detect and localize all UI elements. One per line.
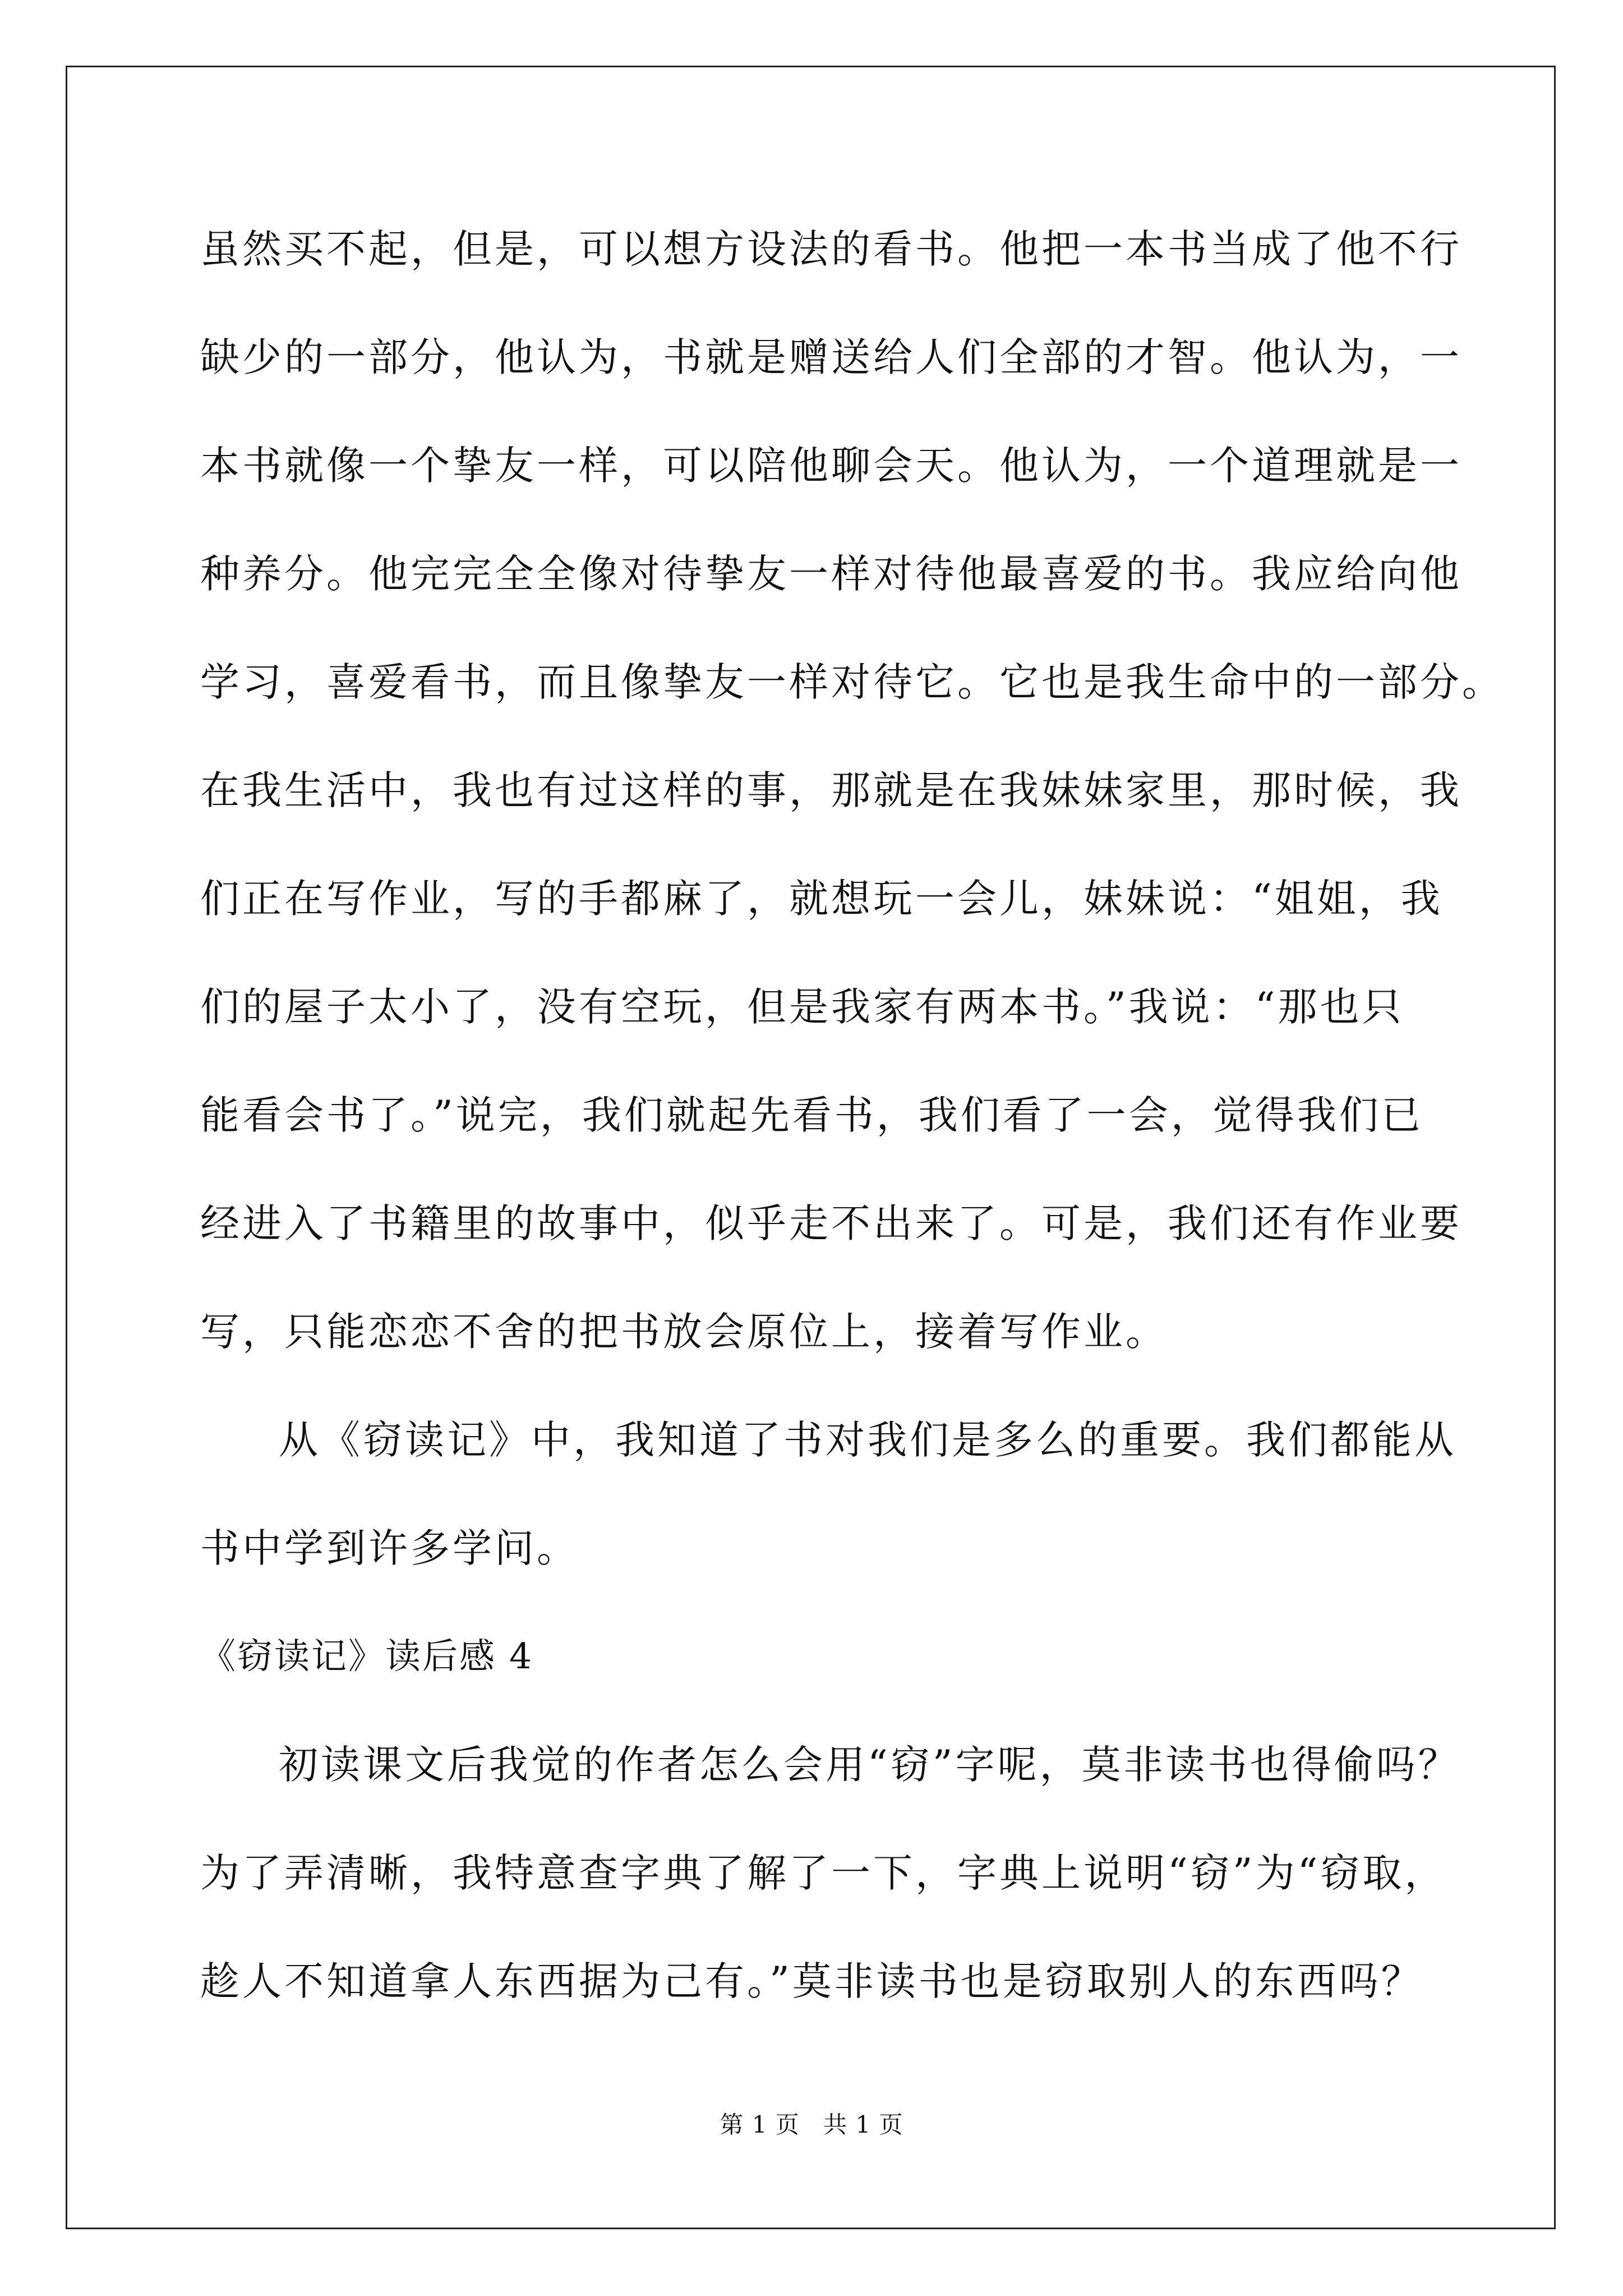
page-total: 共 1 页	[823, 2111, 903, 2138]
paragraph-line: 种养分。他完完全全像对待挚友一样对待他最喜爱的书。我应给向他	[200, 551, 1462, 597]
paragraph-line: 学习，喜爱看书，而且像挚友一样对待它。它也是我生命中的一部分。	[200, 659, 1504, 705]
paragraph-line: 们的屋子太小了，没有空玩，但是我家有两本书。”我说：“那也只	[200, 984, 1404, 1030]
paragraph-line: 本书就像一个挚友一样，可以陪他聊会天。他认为，一个道理就是一	[200, 443, 1462, 489]
paragraph-line: 书中学到许多学问。	[200, 1525, 579, 1571]
page-border	[66, 66, 1556, 2229]
page-number: 第 1 页	[720, 2111, 800, 2138]
paragraph-line: 在我生活中，我也有过这样的事，那就是在我妹妹家里，那时候，我	[200, 767, 1462, 813]
paragraph-line: 初读课文后我觉的作者怎么会用“窃”字呢，莫非读书也得偷吗？	[279, 1742, 1460, 1788]
section-heading: 《窃读记》读后感 4	[200, 1636, 534, 1677]
paragraph-line: 能看会书了。”说完，我们就起先看书，我们看了一会，觉得我们已	[200, 1092, 1423, 1138]
paragraph-line: 虽然买不起，但是，可以想方设法的看书。他把一本书当成了他不行	[200, 226, 1462, 272]
paragraph-line: 们正在写作业，写的手都麻了，就想玩一会儿，妹妹说：“姐姐，我	[200, 876, 1443, 922]
paragraph-line: 从《窃读记》中，我知道了书对我们是多么的重要。我们都能从	[279, 1417, 1456, 1463]
paragraph-line: 缺少的一部分，他认为，书就是赠送给人们全部的才智。他认为，一	[200, 334, 1462, 380]
paragraph-line: 写，只能恋恋不舍的把书放会原位上，接着写作业。	[200, 1309, 1168, 1355]
paragraph-line: 趁人不知道拿人东西据为己有。”莫非读书也是窃取别人的东西吗？	[200, 1958, 1423, 2004]
page-footer	[0, 2111, 1623, 2139]
paragraph-line: 为了弄清晰，我特意查字典了解了一下，字典上说明“窃”为“窃取，	[200, 1850, 1447, 1896]
paragraph-line: 经进入了书籍里的故事中，似乎走不出来了。可是，我们还有作业要	[200, 1200, 1462, 1246]
